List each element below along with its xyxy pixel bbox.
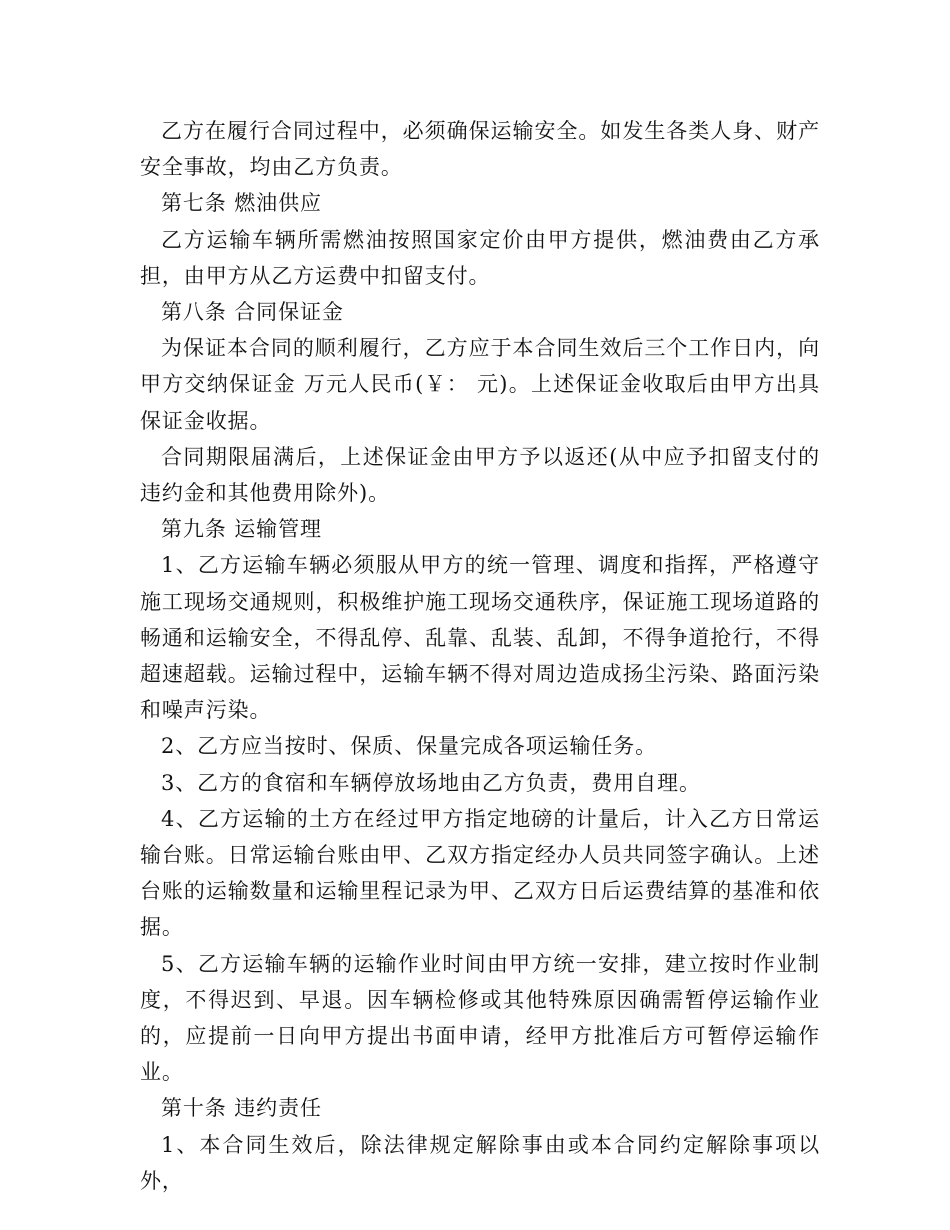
paragraph-management-3: 3、乙方的食宿和车辆停放场地由乙方负责，费用自理。: [161, 770, 701, 795]
heading-article-9: 第九条 运输管理: [161, 517, 322, 542]
paragraph-management-4: 4、乙方运输的土方在经过甲方指定地磅的计量后，计入乙方日常运输台账。日常运输台账由甲、乙双方指定经办人员共同签字确认。上述台账的运输数量和运输里程记录为甲、乙双方日后运费结算的基准和依据。: [140, 806, 820, 940]
paragraph-safety: 乙方在履行合同过程中，必须确保运输安全。如发生各类人身、财产安全事故，均由乙方负责。: [140, 119, 820, 180]
paragraph-deposit: 为保证本合同的顺利履行，乙方应于本合同生效后三个工作日内，向甲方交纳保证金 万元人民币(￥： 元)。上述保证金收取后由甲方出具保证金收据。: [140, 336, 820, 433]
heading-article-7: 第七条 燃油供应: [161, 191, 322, 216]
paragraph-management-5: 5、乙方运输车辆的运输作业时间由甲方统一安排，建立按时作业制度，不得迟到、早退。因车辆检修或其他特殊原因确需暂停运输作业的，应提前一日向甲方提出书面申请，经甲方批准后方可暂停运输作业。: [140, 951, 820, 1085]
document-body: [140, 113, 820, 1199]
paragraph-management-1: 1、乙方运输车辆必须服从甲方的统一管理、调度和指挥，严格遵守施工现场交通规则，积极维护施工现场交通秩序，保证施工现场道路的畅通和运输安全，不得乱停、乱靠、乱装、乱卸，不得争道抢行，不得超速超载。运输过程中，运输车辆不得对周边造成扬尘污染、路面污染和噪声污染。: [140, 553, 820, 723]
heading-article-10: 第十条 违约责任: [161, 1096, 322, 1121]
paragraph-fuel: 乙方运输车辆所需燃油按照国家定价由甲方提供，燃油费由乙方承担，由甲方从乙方运费中扣留支付。: [140, 227, 820, 288]
paragraph-liability-1: 1、本合同生效后，除法律规定解除事由或本合同约定解除事项以外，: [140, 1132, 820, 1193]
paragraph-deposit-return: 合同期限届满后，上述保证金由甲方予以返还(从中应予扣留支付的违约金和其他费用除外)。: [140, 444, 820, 506]
heading-article-8: 第八条 合同保证金: [161, 300, 344, 325]
paragraph-management-2: 2、乙方应当按时、保质、保量完成各项运输任务。: [161, 734, 658, 759]
